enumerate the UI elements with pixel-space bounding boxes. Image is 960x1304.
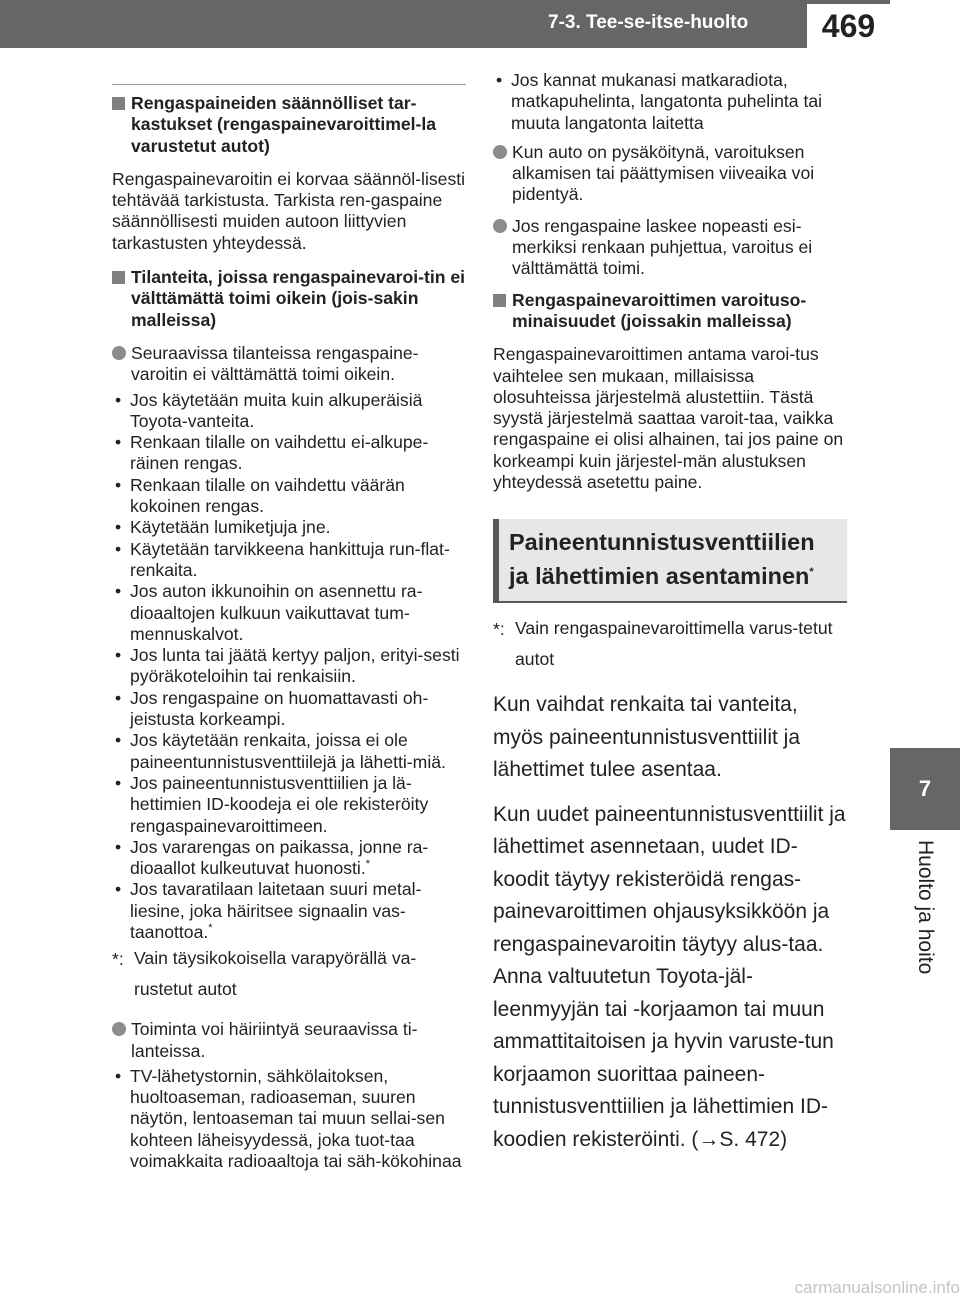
footnote-mark: *: [493,619,505,640]
list-item [112,879,466,943]
section-heading [112,93,466,157]
list-item: • Käytetään tarvikkeena hankittuja run-flat-renkaita. [112,539,466,582]
footnote-text: Vain rengaspainevaroittimella varus-tetut autot [515,618,833,670]
list-item [112,837,466,880]
footnote-mark: * [208,922,213,935]
section-heading-text: Rengaspaineiden säännölliset tar-kastukset (rengaspainevaroittimel-la varustetut autot) [131,93,437,156]
bullet-text: Seuraavissa tilanteissa rengaspaine-varoitin ei välttämättä toimi oikein. [131,342,419,385]
list-item: • Jos käytetään muita kuin alkuperäisiä Toyota-vanteita. [112,390,466,433]
paragraph: Rengaspainevaroitin ei korvaa säännöl-lisesti tehtävää tarkistusta. Tarkista ren-gaspaine säännöllisesti muiden autoon liittyvien tarkastusten yhteydessä. [112,168,466,253]
list-item: • Renkaan tilalle on vaihdettu ei-alkupe-räinen rengas. [112,432,466,475]
circle-bullet-icon [112,346,126,360]
paragraph: Kun uudet paineentunnistusventtiilit ja lähettimet asennetaan, uudet ID-koodit täytyy rekisteröidä rengas-painevaroittimen ohjausyksikköön ja rengaspainevaroitin täytyy alus-taa. Anna valtuutetun Toyota-jäl-leenmyyjän tai -korjaamon tai muun ammattitaitoisen ja hyvin varuste-tun korjaamon suorittaa paineen-tunnistusventtiilien ja lähettimien ID-koodien rekisteröinti. (→S. 472) [493,802,846,1151]
list-item: • Käytetään lumiketjuja jne. [112,517,466,538]
list-item: • Jos auton ikkunoihin on asennettu ra-dioaaltojen kulkuun vaikuttavat tum-mennuskalvot. [112,581,466,645]
chapter-label: Huolto ja hoito [914,840,937,975]
item-list [112,390,466,944]
item-list [112,1066,466,1172]
bullet-text: Toiminta voi häiriintyä seuraavissa ti-lanteissa. [131,1019,418,1061]
section-heading-text: Rengaspainevaroittimen varoituso-minaisuudet (joissakin malleissa) [512,289,807,331]
list-item: • Jos kannat mukanasi matkaradiota, matkapuhelinta, langatonta puhelinta tai muuta langatonta laitetta [493,70,847,134]
bullet-point [112,1019,466,1062]
bullet-point [493,216,847,280]
watermark: carmanualsonline.info [794,1278,960,1297]
topic-heading-text: Paineentunnistusventtiilien ja lähettimien asentaminen [509,529,815,590]
footnote [112,949,466,1005]
square-bullet-icon [112,271,125,284]
list-item: • TV-lähetystornin, sähkölaitoksen, huoltoaseman, radioaseman, suuren näytön, lentoaseman tai muun sellai-sen kohteen läheisyydessä, joka tuot-taa voimakkaita radioaaltoja tai säh-kökohinaa [112,1066,466,1172]
section-title: 7-3. Tee-se-itse-huolto [548,12,749,33]
list-item: • Jos rengaspaine on huomattavasti oh-jeistusta korkeampi. [112,688,466,731]
list-item-text: Jos tavaratilaan laitetaan suuri metal-liesine, joka häiritsee signaalin vas-taanottoa. [130,879,422,942]
section-heading [493,290,847,333]
list-item: • Jos lunta tai jäätä kertyy paljon, erityi-sesti pyöräkoteloihin tai renkaisiin. [112,645,466,688]
square-bullet-icon [112,97,125,110]
left-column [112,84,466,1182]
footnote [493,619,847,675]
bullet-text: Jos rengaspaine laskee nopeasti esi-merkiksi renkaan puhjettua, varoitus ei välttämättä toimi. [512,215,813,279]
footnote-mark: *: [112,949,124,970]
circle-bullet-icon [112,1022,126,1036]
section-heading-text: Tilanteita, joissa rengaspainevaroi-tin ei välttämättä toimi oikein (jois-sakin malleissa) [131,267,466,330]
right-column [493,70,847,1168]
paragraph: Rengaspainevaroittimen antama varoi-tus vaihtelee sen mukaan, millaisissa olosuhteissa järjestelmä alustettiin. Tästä syystä järjestelmä saattaa varoit-taa, vaikka rengaspaine ei olisi alhainen, tai jos paine on korkeampi kuin järjestel-män alustuksen yhteydessä asetettu paine. [493,344,844,493]
list-item: • Jos paineentunnistusventtiilien ja lä-hettimien ID-koodeja ei ole rekisteröity rengaspainevaroittimeen. [112,773,466,837]
circle-bullet-icon [493,145,507,159]
list-item-text: Jos vararengas on paikassa, jonne ra-dioaallot kulkeutuvat huonosti. [130,836,429,879]
footnote-mark: * [809,566,814,579]
bullet-point [493,142,847,206]
list-item: • Jos käytetään renkaita, joissa ei ole paineentunnistusventtiilejä ja lähetti-miä. [112,730,466,773]
topic-heading [493,519,847,603]
footnote-text: Vain täysikokoisella varapyörällä va-rustetut autot [134,948,417,1000]
circle-bullet-icon [493,219,507,233]
list-item: • Renkaan tilalle on vaihdettu väärän kokoinen rengas. [112,475,466,518]
chapter-number-tab: 7 [890,748,960,830]
item-list [493,70,847,134]
bullet-point [112,343,466,386]
footnote-mark: * [365,858,371,871]
divider [112,84,466,85]
square-bullet-icon [493,294,506,307]
paragraph: Kun vaihdat renkaita tai vanteita, myös paineentunnistusventtiilit ja lähettimet tulee asentaa. [493,693,801,782]
page-number: 469 [807,4,890,48]
section-heading [112,267,466,331]
bullet-text: Kun auto on pysäköitynä, varoituksen alkamisen tai päättymisen viiveaika voi pidentyä. [512,141,815,205]
